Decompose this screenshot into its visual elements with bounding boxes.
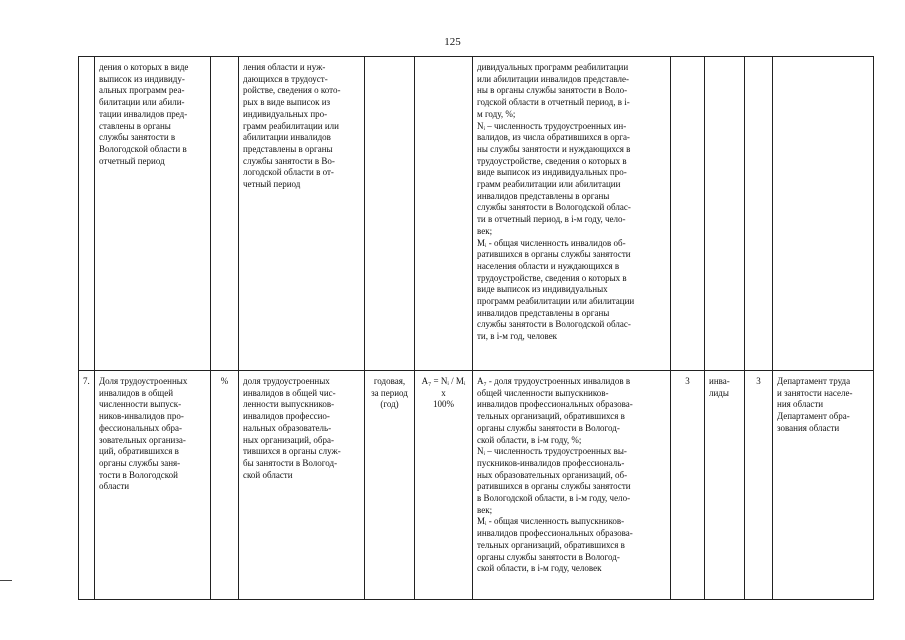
text-line: ны службы занятости и нуждающихся в [477,143,631,154]
text-line: населения области и нуждающихся в [477,260,620,271]
text-line: грамм реабилитации или [243,120,339,131]
text-line: ций, обратившихся в [99,446,179,457]
text-line: нальных образователь- [243,422,332,433]
text-line: ленности выпускников- [243,399,335,410]
cont-formula-cell [415,57,473,371]
text-line: численности выпуск- [99,399,182,410]
cont-unit-cell [211,57,239,371]
text-line: ратившихся в органы службы занятости [477,249,631,260]
text-line: виде выписок из индивидуальных про- [477,167,627,178]
text-line: в Вологодской области, в i-м году, чело- [477,493,631,504]
text-line: представлены в органы [243,143,333,154]
text-line: Департамент труда [777,376,851,386]
text-line: век; [477,225,493,236]
text-line: бы занятости в Вологод- [243,457,338,468]
text-line: инвалидов профессиональных образова- [477,399,633,410]
text-line: органы службы заня- [99,457,181,468]
text-line: ния области [777,399,824,410]
text-line: годской области в отчетный период, в i- [477,97,630,108]
text-line: x [441,387,446,398]
text-line: индивидуальных про- [243,108,328,119]
text-line: A₇ - доля трудоустроенных инвалидов в [477,376,631,386]
text-line: Mᵢ - общая численность выпускников- [477,516,625,527]
cont-col9 [705,57,745,371]
text-line: дивидуальных программ реабилитации [477,62,629,72]
text-line: Вологодской области в [99,143,187,154]
text-line: трудоустройстве, сведения о которых в [477,155,627,166]
indicator-table [78,56,874,600]
text-line: век; [477,504,493,515]
text-line: трудоустройстве, сведения о которых в [477,272,627,283]
row-7 [79,371,874,600]
text-line: ных образовательных организаций, об- [477,469,628,480]
text-line: фессиональных обра- [99,422,183,433]
text-line: дающихся в трудоуст- [243,73,328,84]
row7-responsible [773,371,874,600]
text-line: дения о которых в виде [99,62,189,72]
text-line: инвалидов профессиональных образова- [477,528,633,539]
text-line: инва- [709,376,730,386]
page-number: 125 [444,36,461,48]
cont-periodicity-cell [365,57,415,371]
text-line: отчетный период [99,155,165,166]
row7-number: 7. [79,371,95,600]
cont-variables [473,57,671,371]
text-line: тившихся в органы служ- [243,446,341,457]
text-line: рых в виде выписок из [243,97,331,108]
row7-periodicity [365,371,415,600]
text-line: общей численности выпускников- [477,387,609,398]
text-line: ской области, в i-м году, человек [477,563,602,574]
text-line: инвалидов в общей [99,387,174,398]
row7-indicator-name [95,371,211,600]
text-line: ставлены в органы [99,120,171,131]
text-line: и занятости населе- [777,387,853,398]
row7-col8: 3 [671,371,705,600]
text-line: тельных организаций, обратившихся в [477,539,625,550]
text-line: Департамент обра- [777,411,850,422]
text-line: ны в органы службы занятости в Воло- [477,85,628,96]
text-line: ления области и нуж- [243,62,326,72]
text-line: доля трудоустроенных [243,376,330,386]
text-line: инвалидов в общей чис- [243,387,336,398]
text-line: ратившихся в органы службы занятости [477,481,631,492]
text-line: абилитации инвалидов [243,132,331,143]
text-line: логодской области в от- [243,167,334,178]
text-line: или абилитации инвалидов представле- [477,73,629,84]
cont-col10 [745,57,773,371]
text-line: 100% [433,399,454,410]
text-line: инвалидов представлены в органы [477,190,610,201]
row7-formula [415,371,473,600]
text-line: службы занятости в Вологодской облас- [477,319,631,330]
cont-col11 [773,57,874,371]
text-line: Доля трудоустроенных [99,376,188,386]
text-line: пускников-инвалидов профессиональ- [477,457,625,468]
text-line: выписок из индивиду- [99,73,185,84]
text-line: Nᵢ – численность трудоустроенных вы- [477,446,627,457]
text-line: инвалидов представлены в органы [477,307,610,318]
row7-variables [473,371,671,600]
continuation-row [79,57,874,371]
row7-definition [239,371,365,600]
text-line: виде выписок из индивидуальных [477,284,608,295]
text-line: ти в отчетный период, в i-м году, чело- [477,214,626,225]
text-line: м году, %; [477,108,516,119]
text-line: программ реабилитации или абилитации [477,296,635,307]
text-line: валидов, из числа обратившихся в орга- [477,132,630,143]
text-line: службы занятости в [99,132,176,143]
text-line: органы службы занятости в Вологод- [477,551,620,562]
text-line: тости в Вологодской [99,469,178,480]
text-line: органы службы занятости в Вологод- [477,422,620,433]
text-line: ской области [243,469,293,480]
text-line: инвалидов профессио- [243,411,330,422]
text-line: A₇ = Nᵢ / Mᵢ [421,376,466,386]
row7-unit: % [211,371,239,600]
cont-col8 [671,57,705,371]
text-line: Nᵢ – численность трудоустроенных ин- [477,120,627,131]
scan-mark [0,580,12,581]
text-line: ников-инвалидов про- [99,411,184,422]
text-line: четный период [243,179,301,190]
row7-col10: 3 [745,371,773,600]
text-line: ти, в i-м год, человек [477,331,558,342]
text-line: альных программ реа- [99,85,185,96]
text-line: зовательных организа- [99,434,186,445]
text-line: грамм реабилитации или абилитации [477,179,621,190]
text-line: лиды [709,387,729,398]
text-line: за период [371,387,408,398]
text-line: ройстве, сведения о кото- [243,85,341,96]
text-line: тации инвалидов пред- [99,108,188,119]
text-line: области [99,481,130,492]
text-line: ской области, в i-м году, %; [477,434,582,445]
text-line: тельных организаций, обратившихся в [477,411,625,422]
text-line: (год) [380,399,399,410]
text-line: Mᵢ - общая численность инвалидов об- [477,237,626,248]
text-line: зования области [777,422,840,433]
cont-num-cell [79,57,95,371]
text-line: годовая, [373,376,406,386]
text-line: ных организаций, обра- [243,434,335,445]
text-line: билитации или абили- [99,97,185,108]
row7-col9 [705,371,745,600]
cont-indicator-name [95,57,211,371]
text-line: службы занятости в Вологодской облас- [477,202,631,213]
text-line: службы занятости в Во- [243,155,335,166]
cont-definition [239,57,365,371]
